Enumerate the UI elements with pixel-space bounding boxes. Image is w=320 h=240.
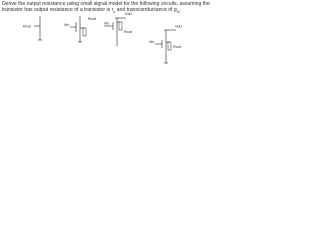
circuit-1 [23,16,42,40]
ro-subscript: o [113,10,116,15]
circuit-2-vin-label: Vin [64,23,70,27]
circuit-4-rout-label: Rout [173,45,181,49]
circuit-4-vin-label: Vin [149,40,155,44]
circuit-4-vdd-label: Vdd [175,24,182,29]
circuit-3-vin-label: Vin [104,21,110,26]
circuit-2-rout-label: Rout [88,17,96,21]
circuit-4 [149,25,182,64]
question-line-1: Derive the output resistance using small signal model for the following circuits, assuming the [2,1,210,7]
circuit-1-rout-label: Rout [23,24,31,29]
gm-subscript: m [176,10,180,15]
circuit-2 [64,16,96,42]
question-line-2-part-a: transistor has output resistance of a transistor is r [2,7,114,14]
circuit-diagrams [0,0,210,65]
question-line-2-part-b: and transconductance of g [115,7,177,14]
circuit-2-resistor [83,28,86,36]
circuit-3 [104,12,132,46]
circuit-3-resistor [119,22,122,30]
circuit-3-rout-label: Rout [124,30,132,34]
circuit-4-resistor [168,42,171,50]
circuit-3-vdd-label: Vdd [125,12,132,16]
question-line-2-part-c: . [179,7,182,14]
